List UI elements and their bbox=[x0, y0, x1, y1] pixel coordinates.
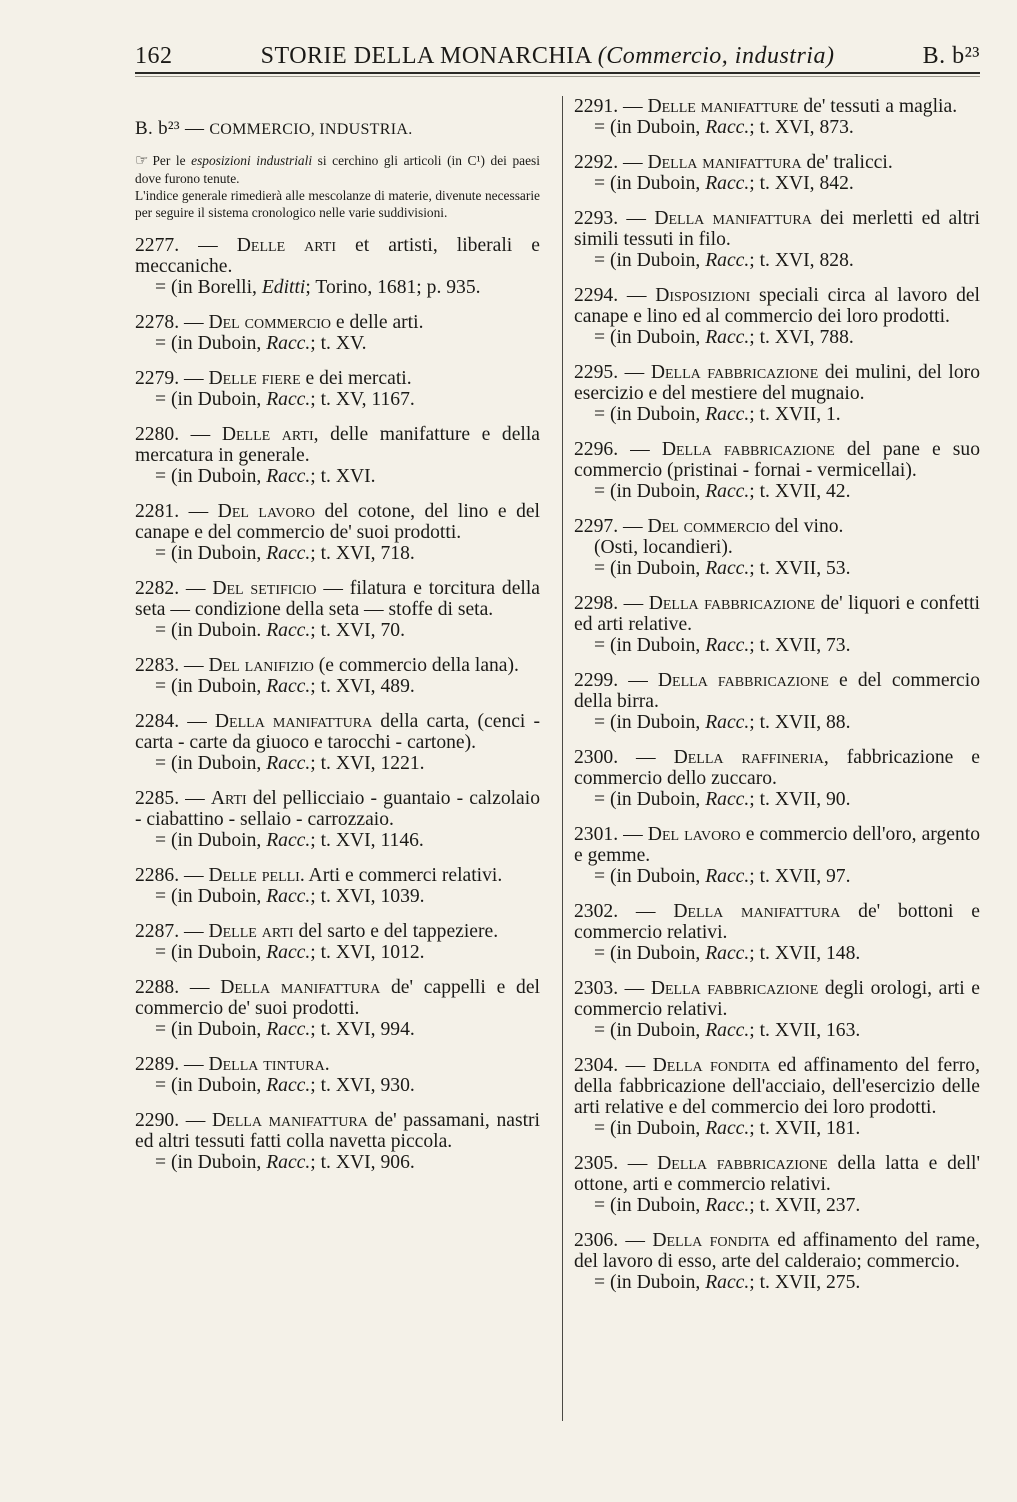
entry-title: de' tessuti a maglia. bbox=[798, 96, 958, 117]
entry-keyword: Della fabbricazione bbox=[657, 670, 829, 691]
entry-number: 2302. bbox=[574, 901, 619, 922]
note-line-1 bbox=[135, 152, 540, 187]
entry-source bbox=[574, 1195, 980, 1216]
entry-source bbox=[135, 830, 540, 851]
entry-number: 2289. bbox=[135, 1054, 180, 1075]
catalog-entry bbox=[135, 368, 540, 410]
entry-number: 2294. bbox=[574, 285, 619, 306]
catalog-entry bbox=[135, 501, 540, 564]
entry-title: e del commercio della birra. bbox=[574, 670, 980, 712]
entry-title: de' tralicci. bbox=[801, 152, 893, 173]
entry-title: et artisti, liberali e meccaniche. bbox=[135, 235, 540, 277]
source-location: ; t. XVII, 148. bbox=[749, 943, 861, 964]
entry-heading: 2303. — Della fabbricazione degli orologi, arti e commercio relativi. bbox=[574, 978, 980, 1020]
entry-source bbox=[135, 942, 540, 963]
entry-keyword: Della fabbricazione bbox=[657, 1153, 828, 1174]
header-rule bbox=[135, 72, 980, 74]
entry-number: 2292. bbox=[574, 152, 619, 173]
catalog-entry bbox=[135, 312, 540, 354]
section-heading-title: COMMERCIO, INDUSTRIA. bbox=[209, 121, 413, 138]
entry-heading: 2298. — Della fabbricazione de' liquori e confetti ed arti relative. bbox=[574, 593, 980, 635]
entry-source bbox=[135, 277, 540, 298]
entry-source bbox=[135, 886, 540, 907]
entry-heading: 2284. — Della manifattura della carta, (cenci - carta - carte da giuoco e tarocchi - cartone). bbox=[135, 711, 540, 753]
catalog-entry bbox=[135, 235, 540, 298]
entry-heading: 2286. — Delle pelli. Arti e commerci relativi. bbox=[135, 865, 503, 886]
source-work: Racc. bbox=[705, 712, 750, 733]
entry-source bbox=[574, 1118, 980, 1139]
entry-keyword: Della tintura bbox=[208, 1054, 325, 1075]
source-location: ; t. XVI. bbox=[310, 466, 376, 487]
entry-source bbox=[574, 481, 980, 502]
entry-heading: 2280. — Delle arti, delle manifatture e della mercatura in generale. bbox=[135, 424, 541, 466]
catalog-entry bbox=[574, 901, 980, 964]
source-author: = (in Duboin. bbox=[155, 620, 267, 641]
source-work: Editti bbox=[261, 277, 306, 298]
entry-source bbox=[135, 753, 540, 774]
source-location: ; t. XVI, 994. bbox=[310, 1019, 415, 1040]
entry-source bbox=[135, 1152, 540, 1173]
entry-source bbox=[135, 620, 540, 641]
entry-number: 2304. bbox=[574, 1055, 619, 1076]
source-author: = (in Duboin, bbox=[594, 558, 706, 579]
entry-title: del cotone, del lino e del canape e del commercio de' suoi prodotti. bbox=[135, 501, 541, 543]
source-location: ; t. XVI, 906. bbox=[310, 1152, 415, 1173]
entry-heading: 2290. — Della manifattura de' passamani, nastri ed altri tessuti fatti colla navetta piccola. bbox=[135, 1110, 540, 1152]
entry-heading: 2304. — Della fondita ed affinamento del ferro, della fabbricazione dell'acciaio, dell'esercizio delle arti relative e del commercio dei loro prodotti. bbox=[574, 1055, 981, 1118]
catalog-entry bbox=[574, 208, 980, 271]
entry-heading: 2282. — Del setificio — filatura e torcitura della seta — condizione della seta — stoffe di seta. bbox=[135, 578, 540, 620]
page-header bbox=[135, 34, 980, 70]
entry-source bbox=[574, 117, 980, 138]
source-location: ; t. XVI, 842. bbox=[749, 173, 854, 194]
source-work: Racc. bbox=[266, 830, 311, 851]
entry-number: 2300. bbox=[574, 747, 619, 768]
source-location: ; t. XVII, 163. bbox=[749, 1020, 861, 1041]
catalog-entry bbox=[574, 516, 980, 579]
entry-title: della latta e dell' ottone, arti e commercio relativi. bbox=[574, 1153, 980, 1195]
entry-keyword: Disposizioni bbox=[655, 285, 751, 306]
source-work: Racc. bbox=[266, 1019, 311, 1040]
source-location: ; t. XV. bbox=[310, 333, 367, 354]
source-work: Racc. bbox=[705, 327, 750, 348]
entry-number: 2278. bbox=[135, 312, 180, 333]
catalog-entry bbox=[574, 1055, 980, 1139]
entry-keyword: Delle pelli bbox=[208, 865, 300, 886]
entry-keyword: Della manifattura bbox=[654, 208, 812, 229]
entry-keyword: Delle manifatture bbox=[647, 96, 799, 117]
catalog-entry bbox=[574, 362, 980, 425]
entry-title: dei merletti ed altri simili tessuti in filo. bbox=[574, 208, 980, 250]
source-location: ; t. XVI, 873. bbox=[749, 117, 854, 138]
source-work: Racc. bbox=[705, 1118, 750, 1139]
source-author: = (in Duboin, bbox=[594, 1118, 706, 1139]
catalog-entry bbox=[574, 285, 980, 348]
section-heading bbox=[135, 118, 540, 140]
catalog-entry bbox=[135, 711, 540, 774]
entry-heading: 2277. — Delle arti et artisti, liberali e meccaniche. bbox=[135, 235, 540, 277]
source-work: Racc. bbox=[705, 558, 750, 579]
entry-source bbox=[574, 558, 980, 579]
source-work: Racc. bbox=[266, 942, 311, 963]
catalog-entry bbox=[574, 439, 980, 502]
entry-keyword: Del lanifizio bbox=[208, 655, 314, 676]
entry-number: 2281. bbox=[135, 501, 180, 522]
entry-number: 2303. bbox=[574, 978, 619, 999]
running-title-main: STORIE DELLA MONARCHIA bbox=[260, 43, 592, 69]
entry-keyword: Della manifattura bbox=[647, 152, 802, 173]
source-work: Racc. bbox=[266, 466, 311, 487]
entry-number: 2284. bbox=[135, 711, 180, 732]
entry-keyword: Della fondita bbox=[652, 1230, 770, 1251]
entry-source bbox=[135, 676, 540, 697]
entry-title: della carta, (cenci - carta - carte da giuoco e tarocchi - cartone). bbox=[135, 711, 540, 753]
catalog-entry bbox=[135, 865, 540, 907]
entry-keyword: Del lavoro bbox=[647, 824, 741, 845]
source-work: Racc. bbox=[705, 635, 750, 656]
source-work: Racc. bbox=[266, 620, 311, 641]
source-author: = (in Duboin, bbox=[155, 543, 267, 564]
entry-heading: 2281. — Del lavoro del cotone, del lino e del canape e del commercio de' suoi prodotti. bbox=[135, 501, 541, 543]
entry-heading: 2301. — Del lavoro e commercio dell'oro, argento e gemme. bbox=[574, 824, 980, 866]
entry-heading: 2296. — Della fabbricazione del pane e suo commercio (pristinai - fornai - vermicellai). bbox=[574, 439, 980, 481]
source-work: Racc. bbox=[705, 481, 750, 502]
source-location: ; t. XVII, 53. bbox=[749, 558, 851, 579]
entry-title: e dei mercati. bbox=[300, 368, 412, 389]
running-title-subtitle: (Commercio, industria) bbox=[597, 43, 835, 69]
entry-title: ed affinamento del ferro, della fabbricazione dell'acciaio, dell'esercizio delle arti relative e del commercio dei loro prodotti. bbox=[574, 1055, 981, 1118]
source-author: = (in Duboin, bbox=[594, 789, 706, 810]
entry-keyword: Delle arti bbox=[221, 424, 314, 445]
section-heading-code: B. b²³ bbox=[135, 118, 180, 139]
source-location: ; t. XVI, 1146. bbox=[310, 830, 424, 851]
source-author: = (in Duboin, bbox=[594, 866, 706, 887]
entry-title: del pane e suo commercio (pristinai - fornai - vermicellai). bbox=[574, 439, 980, 481]
catalog-entry bbox=[135, 977, 540, 1040]
entry-title: e delle arti. bbox=[330, 312, 424, 333]
entry-keyword: Della fabbricazione bbox=[661, 439, 835, 460]
entry-keyword: Della manifattura bbox=[220, 977, 381, 998]
source-author: = (in Duboin, bbox=[155, 753, 267, 774]
entry-title: speciali circa al lavoro del canape e lino ed al commercio dei loro prodotti. bbox=[574, 285, 981, 327]
entry-title: . Arti e commerci relativi. bbox=[299, 865, 503, 886]
catalog-entry bbox=[574, 152, 980, 194]
catalog-entry bbox=[574, 978, 980, 1041]
source-author: = (in Duboin, bbox=[155, 676, 267, 697]
source-work: Racc. bbox=[705, 250, 750, 271]
entry-heading: 2283. — Del lanifizio (e commercio della lana). bbox=[135, 655, 519, 676]
source-location: ; t. XVI, 828. bbox=[749, 250, 854, 271]
source-location: ; t. XVI, 70. bbox=[310, 620, 405, 641]
source-author: = (in Duboin, bbox=[594, 481, 706, 502]
source-location: ; t. XVII, 90. bbox=[749, 789, 851, 810]
source-location: ; t. XVII, 237. bbox=[749, 1195, 861, 1216]
source-work: Racc. bbox=[266, 543, 311, 564]
entry-title: del vino. bbox=[769, 516, 844, 537]
source-work: Racc. bbox=[266, 753, 311, 774]
source-author: = (in Borelli, bbox=[155, 277, 262, 298]
entry-title: de' liquori e confetti ed arti relative. bbox=[574, 593, 980, 635]
source-work: Racc. bbox=[705, 1272, 750, 1293]
source-author: = (in Duboin, bbox=[155, 830, 267, 851]
source-author: = (in Duboin, bbox=[594, 117, 706, 138]
source-work: Racc. bbox=[705, 117, 750, 138]
catalog-entry bbox=[135, 424, 540, 487]
entry-number: 2296. bbox=[574, 439, 619, 460]
entry-number: 2297. bbox=[574, 516, 619, 537]
source-author: = (in Duboin, bbox=[594, 250, 706, 271]
entry-keyword: Delle arti bbox=[208, 921, 294, 942]
source-author: = (in Duboin, bbox=[155, 389, 267, 410]
source-author: = (in Duboin, bbox=[155, 1075, 267, 1096]
entry-source bbox=[574, 789, 980, 810]
entry-source bbox=[574, 943, 980, 964]
source-work: Racc. bbox=[266, 389, 311, 410]
source-author: = (in Duboin, bbox=[594, 635, 706, 656]
source-work: Racc. bbox=[705, 404, 750, 425]
entry-number: 2299. bbox=[574, 670, 619, 691]
entry-number: 2301. bbox=[574, 824, 619, 845]
note-italic: esposizioni industriali bbox=[191, 153, 313, 168]
source-work: Racc. bbox=[266, 1152, 311, 1173]
entry-heading: 2293. — Della manifattura dei merletti ed altri simili tessuti in filo. bbox=[574, 208, 980, 250]
entry-source bbox=[135, 389, 540, 410]
entry-keyword: Della manifattura bbox=[212, 1110, 368, 1131]
source-work: Racc. bbox=[266, 676, 311, 697]
source-work: Racc. bbox=[705, 943, 750, 964]
source-author: = (in Duboin, bbox=[155, 466, 267, 487]
source-author: = (in Duboin, bbox=[155, 886, 267, 907]
entry-title: del sarto e del tappeziere. bbox=[293, 921, 499, 942]
pointing-hand-icon: ☞ bbox=[135, 153, 149, 169]
entry-title: de' passamani, nastri ed altri tessuti fatti colla navetta piccola. bbox=[135, 1110, 540, 1152]
entry-keyword: Delle arti bbox=[236, 235, 336, 256]
catalog-entry bbox=[574, 1153, 980, 1216]
entry-keyword: Della fabbricazione bbox=[648, 593, 816, 614]
entry-number: 2290. bbox=[135, 1110, 180, 1131]
entry-source bbox=[135, 333, 540, 354]
entry-heading: 2297. — Del commercio del vino. bbox=[574, 516, 844, 537]
note-text: Per le bbox=[152, 153, 192, 168]
entry-keyword: Arti bbox=[210, 788, 247, 809]
entry-title: de' bottoni e commercio relativi. bbox=[574, 901, 981, 943]
source-work: Racc. bbox=[266, 1075, 311, 1096]
entry-title: del pellicciaio - guantaio - calzolaio - ciabattino - sellaio - carrozzaio. bbox=[135, 788, 540, 830]
entry-keyword: Della raffineria bbox=[673, 747, 824, 768]
entry-heading: 2285. — Arti del pellicciaio - guantaio - calzolaio - ciabattino - sellaio - carrozzaio. bbox=[135, 788, 540, 830]
entry-number: 2283. bbox=[135, 655, 180, 676]
catalog-entry bbox=[135, 1110, 540, 1173]
source-work: Racc. bbox=[705, 173, 750, 194]
entry-source bbox=[135, 1019, 540, 1040]
entry-keyword: Della fondita bbox=[652, 1055, 771, 1076]
left-column bbox=[135, 96, 540, 1187]
entry-heading: 2279. — Delle fiere e dei mercati. bbox=[135, 368, 412, 389]
entry-heading: 2306. — Della fondita ed affinamento del rame, del lavoro di esso, arte del calderaio; commercio. bbox=[574, 1230, 980, 1272]
source-location: ; t. XVI, 1039. bbox=[310, 886, 425, 907]
source-location: ; t. XVII, 1. bbox=[749, 404, 841, 425]
source-location: ; t. XVII, 88. bbox=[749, 712, 851, 733]
source-location: ; t. XVI, 489. bbox=[310, 676, 415, 697]
catalog-entry bbox=[135, 1054, 540, 1096]
entry-number: 2306. bbox=[574, 1230, 619, 1251]
entry-keyword: Del lavoro bbox=[217, 501, 315, 522]
left-entries-list bbox=[135, 235, 540, 1173]
source-work: Racc. bbox=[266, 333, 311, 354]
entry-heading: 2294. — Disposizioni speciali circa al lavoro del canape e lino ed al commercio dei loro prodotti. bbox=[574, 285, 981, 327]
entry-number: 2295. bbox=[574, 362, 619, 383]
source-author: = (in Duboin, bbox=[155, 1019, 267, 1040]
entry-title: degli orologi, arti e commercio relativi. bbox=[574, 978, 980, 1020]
source-author: = (in Duboin, bbox=[594, 1020, 706, 1041]
entry-keyword: Del commercio bbox=[208, 312, 331, 333]
catalog-entry bbox=[574, 96, 980, 138]
entry-title: . bbox=[324, 1054, 330, 1075]
entry-title: (e commercio della lana). bbox=[313, 655, 519, 676]
source-location: ; t. XVI, 718. bbox=[310, 543, 415, 564]
entry-number: 2305. bbox=[574, 1153, 619, 1174]
source-author: = (in Duboin, bbox=[594, 1272, 706, 1293]
catalog-entry bbox=[574, 593, 980, 656]
source-work: Racc. bbox=[266, 886, 311, 907]
entry-note: (Osti, locandieri). bbox=[594, 537, 733, 558]
source-location: ; t. XVII, 181. bbox=[749, 1118, 861, 1139]
source-work: Racc. bbox=[705, 789, 750, 810]
source-location: ; t. XVII, 275. bbox=[749, 1272, 861, 1293]
source-location: ; Torino, 1681; p. 935. bbox=[305, 277, 481, 298]
entry-keyword: Della fabbricazione bbox=[650, 362, 819, 383]
source-location: ; t. XVII, 73. bbox=[749, 635, 851, 656]
entry-source bbox=[574, 712, 980, 733]
section-heading-dash: — bbox=[184, 118, 205, 139]
entry-number: 2293. bbox=[574, 208, 619, 229]
entry-heading: 2278. — Del commercio e delle arti. bbox=[135, 312, 424, 333]
entry-keyword: Della fabbricazione bbox=[650, 978, 819, 999]
entry-source bbox=[135, 543, 540, 564]
entry-number: 2291. bbox=[574, 96, 619, 117]
source-location: ; t. XVI, 1012. bbox=[310, 942, 425, 963]
entry-heading: 2288. — Della manifattura de' cappelli e del commercio de' suoi prodotti. bbox=[135, 977, 540, 1019]
source-author: = (in Duboin, bbox=[594, 1195, 706, 1216]
entry-heading: 2302. — Della manifattura de' bottoni e commercio relativi. bbox=[574, 901, 981, 943]
entry-source bbox=[574, 327, 980, 348]
catalog-entry bbox=[135, 921, 540, 963]
entry-number: 2286. bbox=[135, 865, 180, 886]
entry-keyword: Della manifattura bbox=[214, 711, 373, 732]
source-author: = (in Duboin, bbox=[155, 1152, 267, 1173]
catalog-entry bbox=[574, 747, 980, 810]
entry-source bbox=[574, 866, 980, 887]
source-author: = (in Duboin, bbox=[155, 942, 267, 963]
entry-heading: 2287. — Delle arti del sarto e del tappeziere. bbox=[135, 921, 499, 942]
entry-source bbox=[574, 173, 980, 194]
entry-source bbox=[135, 1075, 540, 1096]
source-location: ; t. XV, 1167. bbox=[310, 389, 415, 410]
header-rule-thin bbox=[135, 76, 980, 77]
source-author: = (in Duboin, bbox=[594, 327, 706, 348]
entry-heading: 2305. — Della fabbricazione della latta e dell' ottone, arti e commercio relativi. bbox=[574, 1153, 980, 1195]
source-author: = (in Duboin, bbox=[594, 173, 706, 194]
source-work: Racc. bbox=[705, 866, 750, 887]
entry-keyword: Delle fiere bbox=[208, 368, 301, 389]
entry-number: 2280. bbox=[135, 424, 180, 445]
running-title bbox=[261, 43, 835, 70]
entry-source bbox=[574, 1272, 980, 1293]
entry-keyword: Del setificio bbox=[212, 578, 317, 599]
entry-source bbox=[574, 404, 980, 425]
entry-keyword: Del commercio bbox=[647, 516, 770, 537]
source-author: = (in Duboin, bbox=[594, 943, 706, 964]
catalog-entry bbox=[135, 788, 540, 851]
source-author: = (in Duboin, bbox=[594, 712, 706, 733]
entry-number: 2287. bbox=[135, 921, 180, 942]
entry-heading: 2300. — Della raffineria, fabbricazione e commercio dello zuccaro. bbox=[574, 747, 980, 789]
entry-heading: 2289. — Della tintura. bbox=[135, 1054, 330, 1075]
entry-source bbox=[574, 250, 980, 271]
catalog-entry bbox=[574, 824, 980, 887]
entry-number: 2288. bbox=[135, 977, 180, 998]
entry-title: , delle manifatture e della mercatura in generale. bbox=[135, 424, 541, 466]
source-work: Racc. bbox=[705, 1020, 750, 1041]
catalog-entry bbox=[574, 670, 980, 733]
entry-title: de' cappelli e del commercio de' suoi prodotti. bbox=[135, 977, 540, 1019]
source-author: = (in Duboin, bbox=[594, 404, 706, 425]
entry-title: dei mulini, del loro esercizio e del mestiere del mugnaio. bbox=[574, 362, 980, 404]
entry-heading: 2291. — Delle manifatture de' tessuti a maglia. bbox=[574, 96, 958, 117]
source-location: ; t. XVI, 1221. bbox=[310, 753, 425, 774]
source-work: Racc. bbox=[705, 1195, 750, 1216]
note-text: si cerchino gli articoli (in C¹) dei paesi dove furono tenute. bbox=[135, 153, 540, 186]
entry-number: 2282. bbox=[135, 578, 180, 599]
source-location: ; t. XVII, 97. bbox=[749, 866, 851, 887]
page-number: 162 bbox=[135, 43, 173, 69]
source-location: ; t. XVII, 42. bbox=[749, 481, 851, 502]
entry-source bbox=[574, 635, 980, 656]
right-entries-list bbox=[574, 96, 980, 1293]
entry-title: ed affinamento del rame, del lavoro di esso, arte del calderaio; commercio. bbox=[574, 1230, 980, 1272]
source-author: = (in Duboin, bbox=[155, 333, 267, 354]
entry-source bbox=[574, 1020, 980, 1041]
entry-title: , fabbricazione e commercio dello zuccaro. bbox=[574, 747, 980, 789]
source-location: ; t. XVI, 930. bbox=[310, 1075, 415, 1096]
right-column bbox=[574, 96, 980, 1307]
source-location: ; t. XVI, 788. bbox=[749, 327, 854, 348]
entry-number: 2298. bbox=[574, 593, 619, 614]
column-divider bbox=[562, 96, 563, 1421]
entry-heading: 2295. — Della fabbricazione dei mulini, del loro esercizio e del mestiere del mugnaio. bbox=[574, 362, 980, 404]
entry-heading: 2299. — Della fabbricazione e del commercio della birra. bbox=[574, 670, 980, 712]
catalog-entry bbox=[135, 578, 540, 641]
entry-number: 2285. bbox=[135, 788, 180, 809]
entry-heading: 2292. — Della manifattura de' tralicci. bbox=[574, 152, 893, 173]
entry-title: — filatura e torcitura della seta — condizione della seta — stoffe di seta. bbox=[135, 578, 540, 620]
catalog-entry bbox=[135, 655, 540, 697]
entry-keyword: Della manifattura bbox=[673, 901, 841, 922]
entry-source bbox=[135, 466, 540, 487]
entry-title: e commercio dell'oro, argento e gemme. bbox=[574, 824, 980, 866]
section-note bbox=[135, 152, 540, 221]
catalog-entry bbox=[574, 1230, 980, 1293]
section-code: B. b²³ bbox=[922, 43, 980, 69]
entry-number: 2279. bbox=[135, 368, 180, 389]
note-line-2: L'indice generale rimedierà alle mescolanze di materie, divenute necessarie per seguire il sistema cronologico nelle varie suddivisioni. bbox=[135, 188, 540, 220]
entry-number: 2277. bbox=[135, 235, 180, 256]
